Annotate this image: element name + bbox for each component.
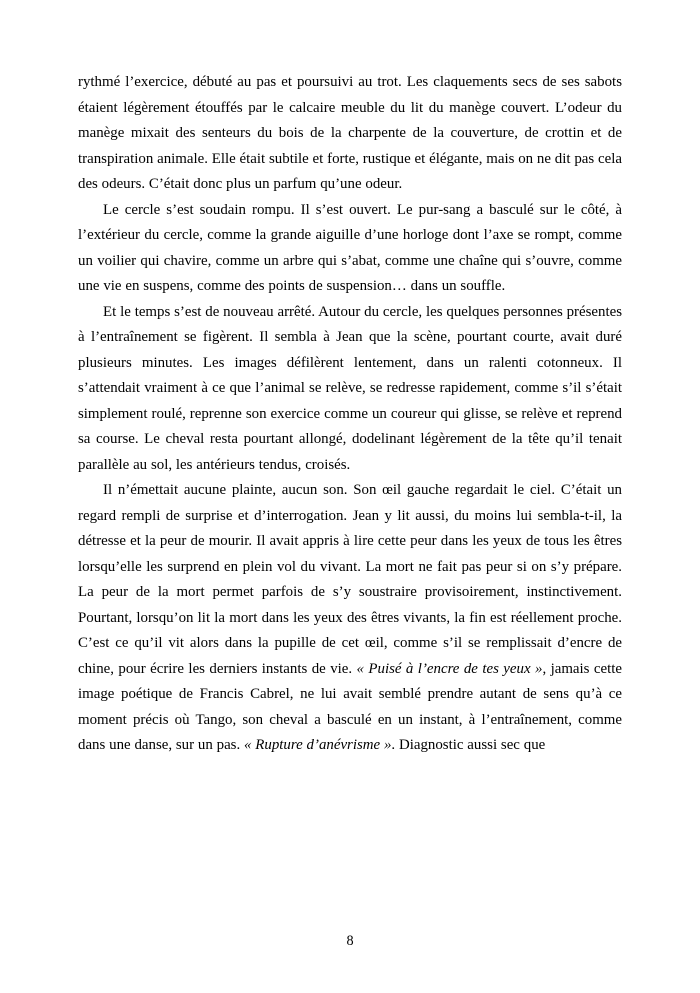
body-paragraph-4	[78, 478, 622, 759]
paragraph-4-segment-roman-3: . Diagnostic aussi sec que	[391, 737, 546, 753]
body-paragraph-3: Et le temps s’est de nouveau arrêté. Autour du cercle, les quelques personnes présentes à l’entraînement se figèrent. Il sembla à Jean que la scène, pourtant courte, avait duré plusieurs minutes. Les images défilèrent lentement, dans un ralenti cotonneux. Il s’attendait vraiment à ce que l’animal se relève, se redresse rapidement, comme s’il s’était simplement roulé, reprenne son exercice comme un coureur qui glisse, se relève et reprend sa course. Le cheval resta pourtant allongé, dodelinant légèrement de la tête qu’il tenait parallèle au sol, les antérieurs tendus, croisés.	[78, 303, 622, 473]
body-paragraph-2: Le cercle s’est soudain rompu. Il s’est ouvert. Le pur-sang a basculé sur le côté, à l’extérieur du cercle, comme la grande aiguille d’une horloge dont l’axe se rompt, comme un voilier qui chavire, comme un arbre qui s’abat, comme une chaîne qui s’ouvre, comme une vie en suspens, comme des points de suspension… dans un souffle.	[78, 201, 622, 294]
page-text-block	[78, 70, 622, 759]
paragraph-4-segment-roman-2: , jamais cette image poétique de Francis Cabrel, ne lui avait semblé prendre autant de sens qu’à ce moment précis où Tango, son cheval a basculé en un instant, à l’entraînement, comme dans une danse, sur un pas.	[78, 660, 623, 753]
cited-lyric-puise-a-lencre-de-tes-yeux: « Puisé à l’encre de tes yeux »	[356, 660, 543, 677]
page-number: 8	[346, 933, 354, 949]
body-paragraph-1: rythmé l’exercice, débuté au pas et poursuivi au trot. Les claquements secs de ses sabots étaient légèrement étouffés par le calcaire meuble du lit du manège couvert. L’odeur du manège mixait des senteurs du bois de la charpente de la couverture, de crottin et de transpiration animale. Elle était subtile et forte, rustique et élégante, mais on ne dit pas cela des odeurs. C’était donc plus un parfum qu’une odeur.	[78, 74, 622, 192]
cited-term-rupture-danevrisme: « Rupture d’anévrisme »	[244, 737, 392, 753]
paragraph-4-segment-roman-1: Il n’émettait aucune plainte, aucun son. Son œil gauche regardait le ciel. C’était un regard rempli de surprise et d’interrogation. Jean y lit aussi, du moins lui sembla-t-il, la détresse et la peur de mourir. Il avait appris à lire cette peur dans les yeux de tous les êtres lorsqu’elle les surprend en plein vol du vivant. La mort ne fait pas peur si on s’y prépare. La peur de la mort permet parfois de s’y soustraire provisoirement, instinctivement. Pourtant, lorsqu’on lit la mort dans les yeux des êtres vivants, la fin est réellement proche. C’est ce qu’il vit alors dans la pupille de cet œil, comme s’il se remplissait d’encre de chine, pour écrire les derniers instants de vie.	[78, 482, 622, 677]
